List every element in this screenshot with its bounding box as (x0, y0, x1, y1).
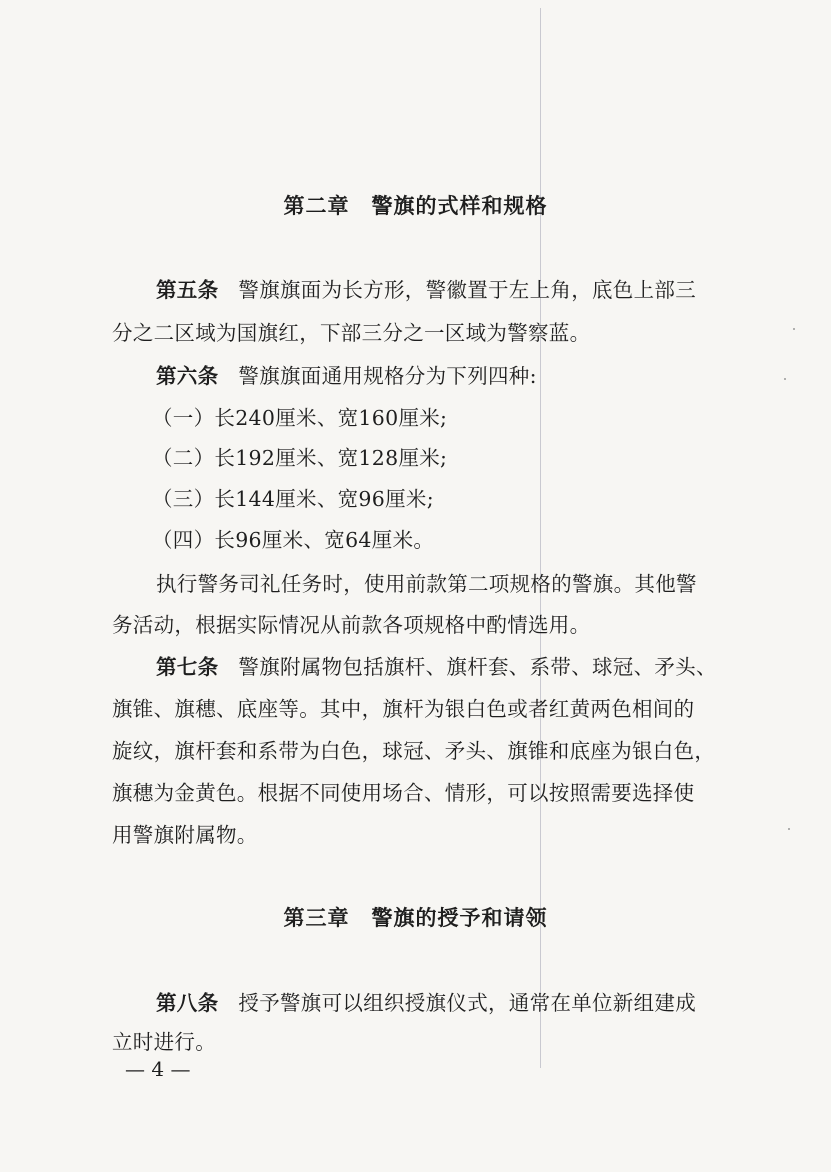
scan-speck (784, 378, 786, 380)
article-7-line-4: 旗穗为金黄色。根据不同使用场合、情形，可以按照需要选择使 (112, 781, 695, 805)
article-7-label: 第七条 (156, 655, 219, 679)
spec-item-4: （四）长96厘米、宽64厘米。 (152, 528, 435, 552)
article-6-label: 第六条 (156, 364, 219, 388)
scan-speck (788, 828, 790, 830)
article-5-label: 第五条 (156, 278, 219, 302)
article-8-label: 第八条 (156, 991, 219, 1015)
article-7-text-1: 警旗附属物包括旗杆、旗杆套、系带、球冠、矛头、 (238, 655, 717, 679)
chapter-3-title: 第三章 警旗的授予和请领 (283, 906, 548, 930)
scan-speck (793, 328, 795, 330)
article-8-line-1 (156, 986, 696, 1016)
article-6-line-1 (156, 359, 537, 389)
article-5-line-2: 分之二区域为国旗红，下部三分之一区域为警察蓝。 (112, 321, 591, 345)
article-5-text-1: 警旗旗面为长方形，警徽置于左上角，底色上部三 (238, 278, 697, 302)
spec-item-1: （一）长240厘米、宽160厘米; (152, 406, 448, 430)
article-6-para-line-2: 务活动，根据实际情况从前款各项规格中酌情选用。 (112, 613, 591, 637)
article-8-text-1: 授予警旗可以组织授旗仪式，通常在单位新组建成 (238, 991, 697, 1015)
article-5-line-1 (156, 273, 696, 303)
article-6-para-line-1: 执行警务司礼任务时，使用前款第二项规格的警旗。其他警 (156, 572, 697, 596)
article-7-line-1 (156, 650, 717, 680)
article-7-line-3: 旋纹，旗杆套和系带为白色，球冠、矛头、旗锥和底座为银白色， (112, 739, 716, 763)
chapter-2-title: 第二章 警旗的式样和规格 (283, 194, 548, 218)
article-8-line-2: 立时进行。 (112, 1030, 216, 1054)
article-6-text-1: 警旗旗面通用规格分为下列四种: (238, 364, 537, 388)
article-7-line-2: 旗锥、旗穗、底座等。其中，旗杆为银白色或者红黄两色相间的 (112, 697, 695, 721)
spec-item-2: （二）长192厘米、宽128厘米; (152, 446, 448, 470)
article-7-line-5: 用警旗附属物。 (112, 823, 258, 847)
page-number: — 4 — (125, 1057, 191, 1081)
spec-item-3: （三）长144厘米、宽96厘米; (152, 487, 434, 511)
